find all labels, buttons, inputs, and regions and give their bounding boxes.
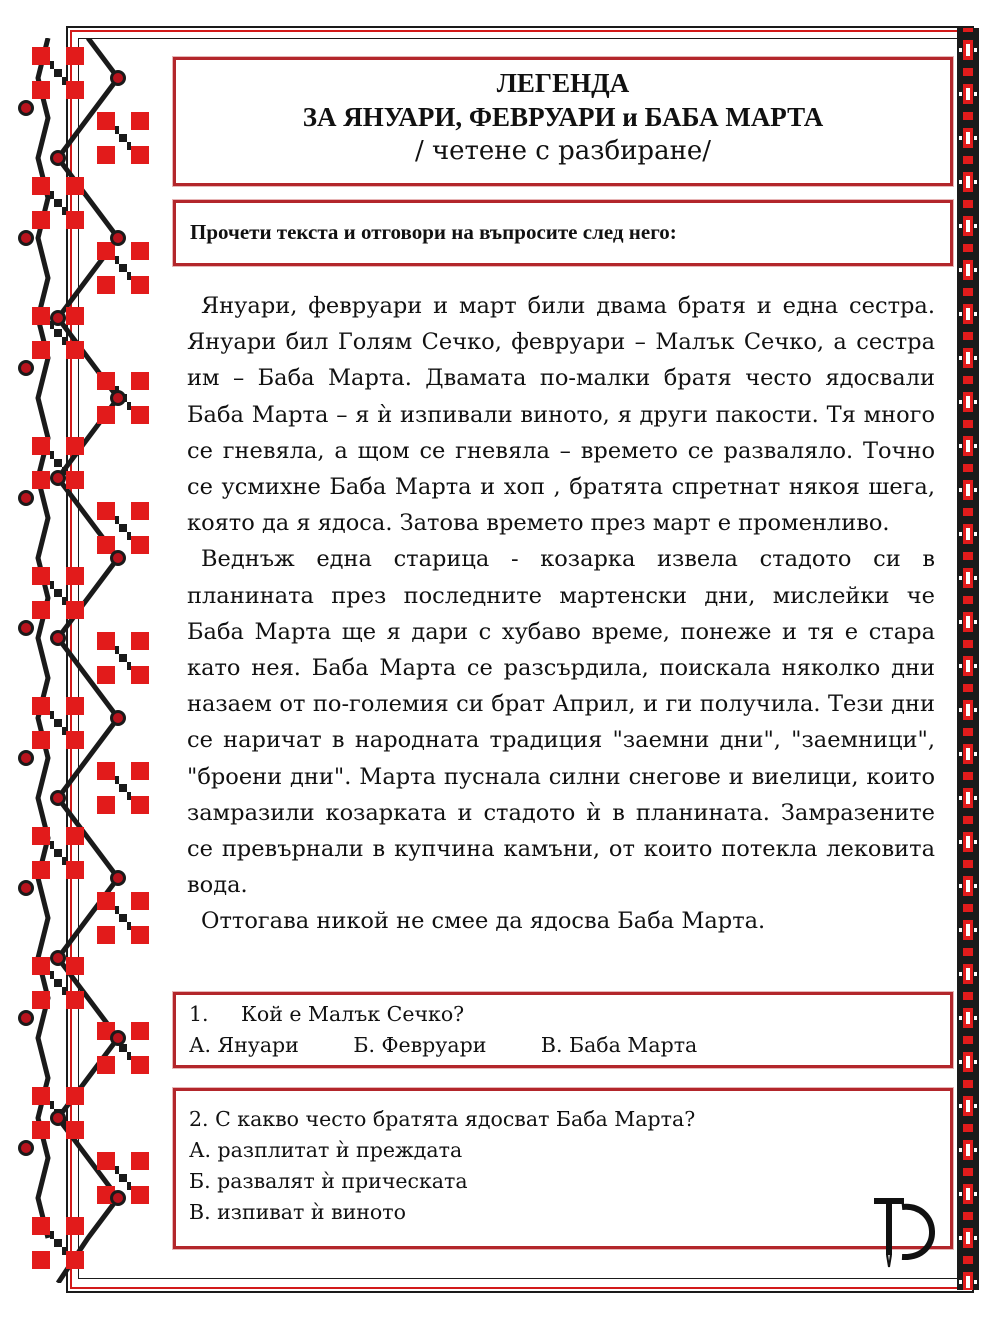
question-1-number: 1. (189, 1002, 209, 1026)
story-paragraph-3: Оттогава никой не смее да ядосва Баба Марта. (201, 908, 766, 935)
question-1-option-b[interactable]: Б. Февруари (353, 1033, 487, 1057)
question-2-options (189, 1104, 695, 1228)
question-1-option-c[interactable]: В. Баба Марта (540, 1033, 698, 1057)
question-2-option-c[interactable]: В. изпиват ѝ виното (189, 1200, 406, 1224)
author-logo-icon (868, 1193, 948, 1273)
question-1-box (173, 992, 953, 1068)
story-paragraph-2: Веднъж една старица - козарка извела стадото си в планината през последните мартенски дни, мислейки че Баба Марта ще я дари с хубаво време, понеже и тя е стара като нея. Баба Марта се разсърдила, поискала няколко дни назаем от по-големия си брат Април, и ги получила. Тези дни се наричат в народната традиция "заемни дни", "заемници", "броени дни". Марта пуснала силни снегове и виелици, които замразили козарката и стадото ѝ в планината. Замразените се превърнали в купчина камъни, от които потекла лековита вода. (187, 546, 935, 899)
story-paragraph-1: Януари, февруари и март били двама братя и една сестра. Януари бил Голям Сечко, февруари – Малък Сечко, а сестра им – Баба Марта. Двамата по-малки братя често ядосвали Баба Марта – я ѝ изпивали виното, я други пакости. Тя много се гневяла, а щом се гневяла – времето се разваляло. Точно се усмихне Баба Марта и хоп , братята спретнат някоя шега, която да я ядоса. Затова времето през март е променливо. (187, 293, 935, 537)
question-1-text (189, 1002, 464, 1026)
question-1-prompt: Кой е Малък Сечко? (241, 1002, 465, 1026)
question-1-option-a[interactable]: А. Януари (189, 1033, 299, 1057)
question-1-options (189, 1033, 745, 1057)
instruction-text: Прочети текста и отговори на въпросите след него: (190, 220, 677, 244)
title-line-2: ЗА ЯНУАРИ, ФЕВРУАРИ и БАБА МАРТА (302, 102, 824, 132)
title-line-1: ЛЕГЕНДА (496, 68, 630, 98)
question-2-option-a[interactable]: А. разплитат ѝ преждата (189, 1138, 463, 1162)
question-2-prompt: 2. С какво често братята ядосват Баба Марта? (189, 1107, 696, 1131)
instruction-box (173, 200, 953, 266)
embroidery-ornament-right (957, 28, 979, 1290)
question-2-box (173, 1088, 953, 1249)
embroidery-ornament-left (18, 38, 158, 1283)
title-box (173, 57, 953, 186)
subtitle: / четене с разбиране/ (414, 136, 712, 166)
story-text (187, 288, 935, 940)
question-2-option-b[interactable]: Б. развалят ѝ прическата (189, 1169, 468, 1193)
